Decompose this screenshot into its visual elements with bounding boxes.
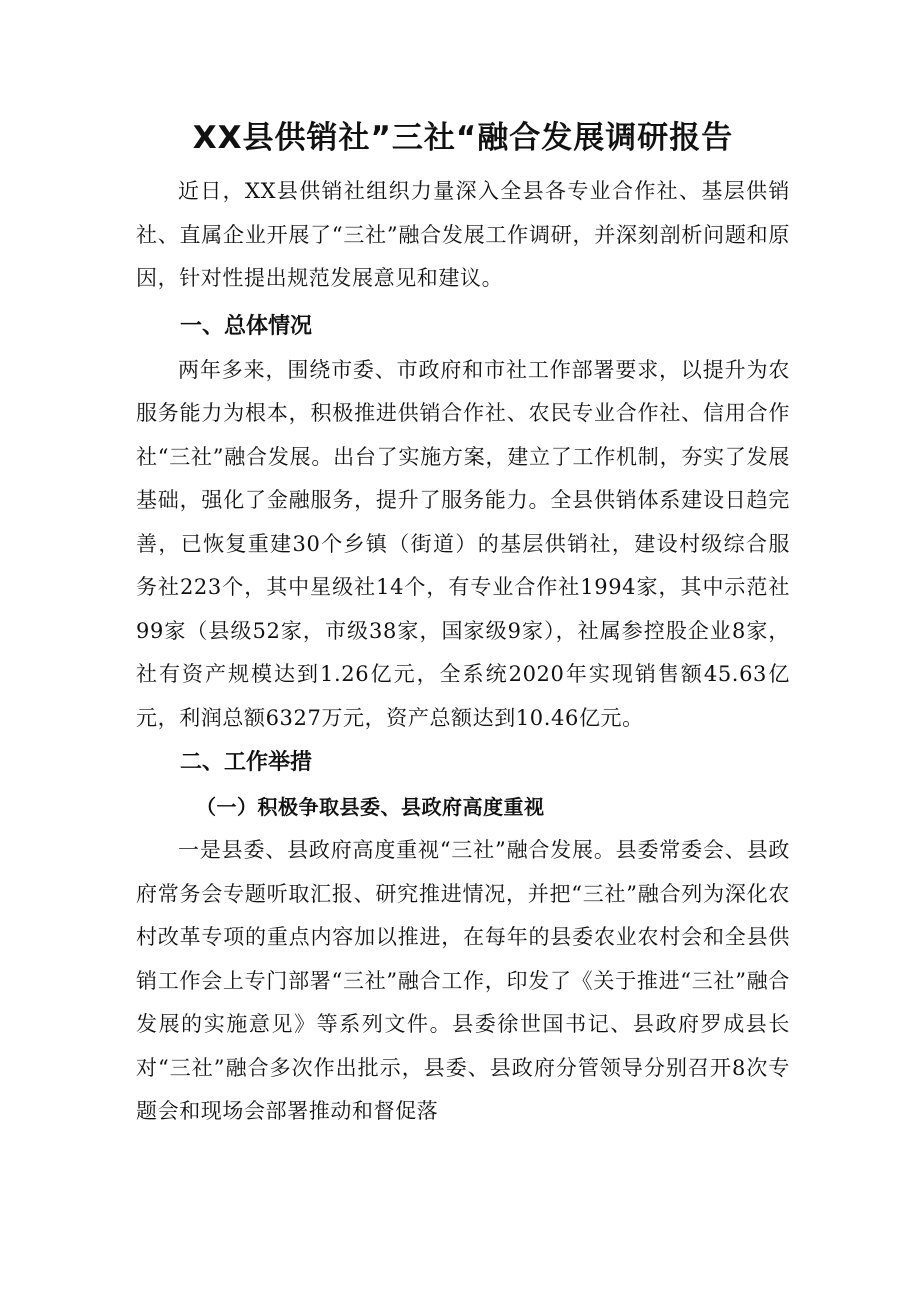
document-title: XX县供销社”三社“融合发展调研报告 [192,120,734,156]
section-heading-measures: 二、工作举措 [180,750,313,775]
section-heading-overview: 一、总体情况 [180,313,313,339]
intro-paragraph: 近日，XX县供销社组织力量深入全县各专业合作社、基层供销社、直属企业开展了“三社”融合发展工作调研，并深刻剖析问题和原因，针对性提出规范发展意见和建议。 [136,179,790,290]
measures-paragraph: 一是县委、县政府高度重视“三社”融合发展。县委常委会、县政府常务会专题听取汇报、研究推进情况，并把“三社”融合列为深化农村改革专项的重点内容加以推进，在每年的县委农业农村会和全县供销工作会上专门部署“三社”融合工作，印发了《关于推进“三社”融合发展的实施意见》等系列文件。县委徐世国书记、县政府罗成县长对“三社”融合多次作出批示，县委、县政府分管领导分别召开8次专题会和现场会部署推动和督促落 [136,838,790,1123]
document-page [136,114,790,1134]
overview-paragraph: 两年多来，围绕市委、市政府和市社工作部署要求，以提升为农服务能力为根本，积极推进供销合作社、农民专业合作社、信用合作社“三社”融合发展。出台了实施方案，建立了工作机制，夯实了发展基础，强化了金融服务，提升了服务能力。全县供销体系建设日趋完善，已恢复重建30个乡镇（街道）的基层供销社，建设村级综合服务社223个，其中星级社14个，有专业合作社1994家，其中示范社99家（县级52家，市级38家，国家级9家），社属参控股企业8家，社有资产规模达到1.26亿元，全系统2020年实现销售额45.63亿元，利润总额6327万元，资产总额达到10.46亿元。 [136,357,790,730]
subsection-heading-leadership: （一）积极争取县委、县政府高度重视 [196,795,545,819]
